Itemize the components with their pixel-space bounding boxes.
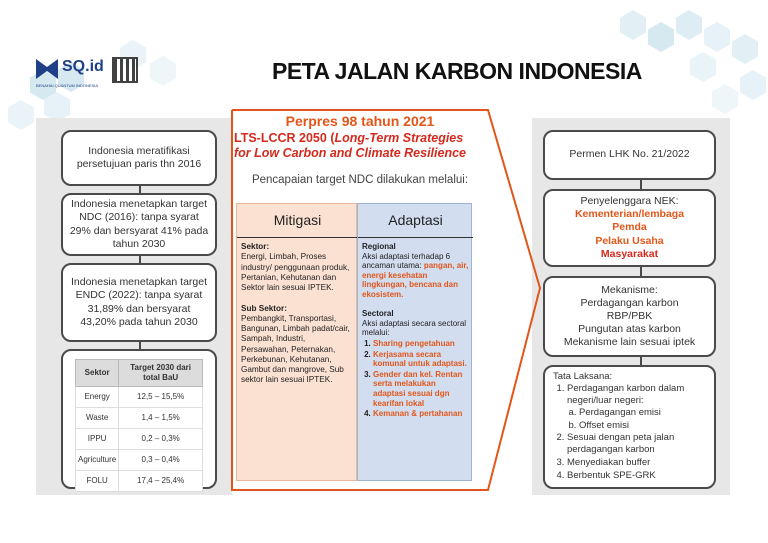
- lts-prefix: LTS-LCCR 2050 (: [234, 131, 335, 145]
- lts-italic-2: for Low Carbon and Climate Resilience: [234, 146, 466, 160]
- mitigasi-heading: Mitigasi: [273, 212, 322, 228]
- list-item: [373, 409, 470, 419]
- logo-tagline: BENAHAI QUANTUM INDONESIA: [36, 83, 99, 88]
- table-header-target: Target 2030 dari total BaU: [119, 360, 203, 387]
- adaptasi-column: [357, 203, 472, 481]
- perpres-title: Perpres 98 tahun 2021: [285, 113, 435, 129]
- mitigasi-subsektor-label: Sub Sektor:: [241, 303, 287, 313]
- list-item: [373, 339, 470, 349]
- logo-brand: SQ.id: [62, 58, 104, 75]
- adaptasi-sectoral-text: Aksi adaptasi secara sectoral melalui:: [362, 318, 467, 338]
- list-item: 4. Berbentuk SPE-GRK: [567, 470, 706, 482]
- mitigasi-sektor-text: Energi, Limbah, Proses industry/ penggunaan produk, Pertanian, Kehutanan dan Sektor lain sesuai IPTEK.: [241, 252, 350, 292]
- table-header-sektor: Sektor: [76, 360, 119, 387]
- table-cell: 0,3 – 0,4%: [119, 450, 203, 471]
- adaptasi-sectoral-label: Sectoral: [362, 309, 394, 319]
- permen-text: Permen LHK No. 21/2022: [569, 148, 690, 161]
- penyelenggara-item: Kementerian/lembaga: [574, 208, 685, 221]
- mekanisme-label: Mekanisme:: [601, 283, 658, 296]
- penyelenggara-item: Pemda: [612, 221, 647, 234]
- table-cell: 17,4 – 25,4%: [119, 471, 203, 492]
- penyelenggara-label: Penyelenggara NEK:: [580, 195, 679, 208]
- adaptasi-heading: Adaptasi: [388, 212, 443, 228]
- list-item: [373, 370, 470, 408]
- table-cell: 12,5 – 15,5%: [119, 387, 203, 408]
- list-item-text: Kerjasama secara komunal untuk adaptasi.: [373, 349, 467, 369]
- list-item-text: Perdagangan karbon dalam negeri/luar negeri:: [567, 382, 685, 406]
- mekanisme-item: Perdagangan karbon: [580, 296, 679, 309]
- table-cell: Energy: [76, 387, 119, 408]
- mekanisme-item: RBP/PBK: [606, 309, 653, 322]
- endc-2022-text: Indonesia menetapkan target ENDC (2022): tanpa syarat 31,89% dan bersyarat 43,20% pada tahun 2030: [70, 276, 207, 328]
- list-item: a. Perdagangan emisi: [579, 407, 706, 419]
- table-cell: 1,4 – 1,5%: [119, 408, 203, 429]
- list-item: b. Offset emisi: [579, 420, 706, 432]
- adaptasi-regional-highlight: pangan, air, energi kesehatan lingkungan, bencana dan ekosistem.: [362, 261, 469, 299]
- adaptasi-regional-text: Aksi adaptasi terhadap 6 ancaman utama:: [362, 251, 451, 271]
- table-cell: 0,2 – 0,3%: [119, 429, 203, 450]
- table-cell: FOLU: [76, 471, 119, 492]
- penyelenggara-item: Pelaku Usaha: [595, 234, 664, 247]
- mekanisme-item: Pungutan atas karbon: [578, 323, 681, 336]
- lts-lccr-title: [234, 131, 488, 161]
- list-item: 3. Menyediakan buffer: [567, 457, 706, 469]
- lts-italic-1: Long-Term Strategies: [334, 131, 464, 145]
- adaptasi-regional-label: Regional: [362, 242, 396, 251]
- ndc-2016-text: Indonesia menetapkan target NDC (2016): tanpa syarat 29% dan bersyarat 41% pada tahun 2030: [69, 198, 209, 250]
- list-item-text: Kemanan & pertahanan: [373, 409, 463, 419]
- list-item-text: Gender dan kel. Rentan serta melakukan adaptasi sesuai dgn kearifan lokal: [373, 369, 463, 408]
- page-title: PETA JALAN KARBON INDONESIA: [272, 58, 642, 84]
- mitigasi-sektor-label: Sektor:: [241, 242, 270, 251]
- list-item-text: Sharing pengetahuan: [373, 338, 455, 348]
- list-item: 2. Sesuai dengan peta jalan perdagangan karbon: [567, 432, 706, 456]
- penyelenggara-item: Masyarakat: [600, 247, 659, 260]
- tata-laksana-label: Tata Laksana:: [553, 371, 613, 383]
- mitigasi-subsektor-text: Pembangkit, Transportasi, Bangunan, Limbah padat/cair, Sampah, Industri, Persawahan, Peternakan, Perkebunan, Kehutanan, Gambut dan mangrove, Sub sektor lain sesuai IPTEK.: [241, 313, 350, 385]
- adaptasi-sectoral-list: [362, 339, 470, 419]
- table-cell: IPPU: [76, 429, 119, 450]
- list-item: [373, 350, 470, 369]
- mekanisme-item: Mekanisme lain sesuai iptek: [563, 336, 696, 349]
- table-cell: Agriculture: [76, 450, 119, 471]
- ndc-subtitle: Pencapaian target NDC dilakukan melalui:: [251, 174, 469, 186]
- paris-ratification-text: Indonesia meratifikasi persetujuan paris thn 2016: [76, 144, 202, 170]
- mitigasi-column: [236, 203, 357, 481]
- table-cell: Waste: [76, 408, 119, 429]
